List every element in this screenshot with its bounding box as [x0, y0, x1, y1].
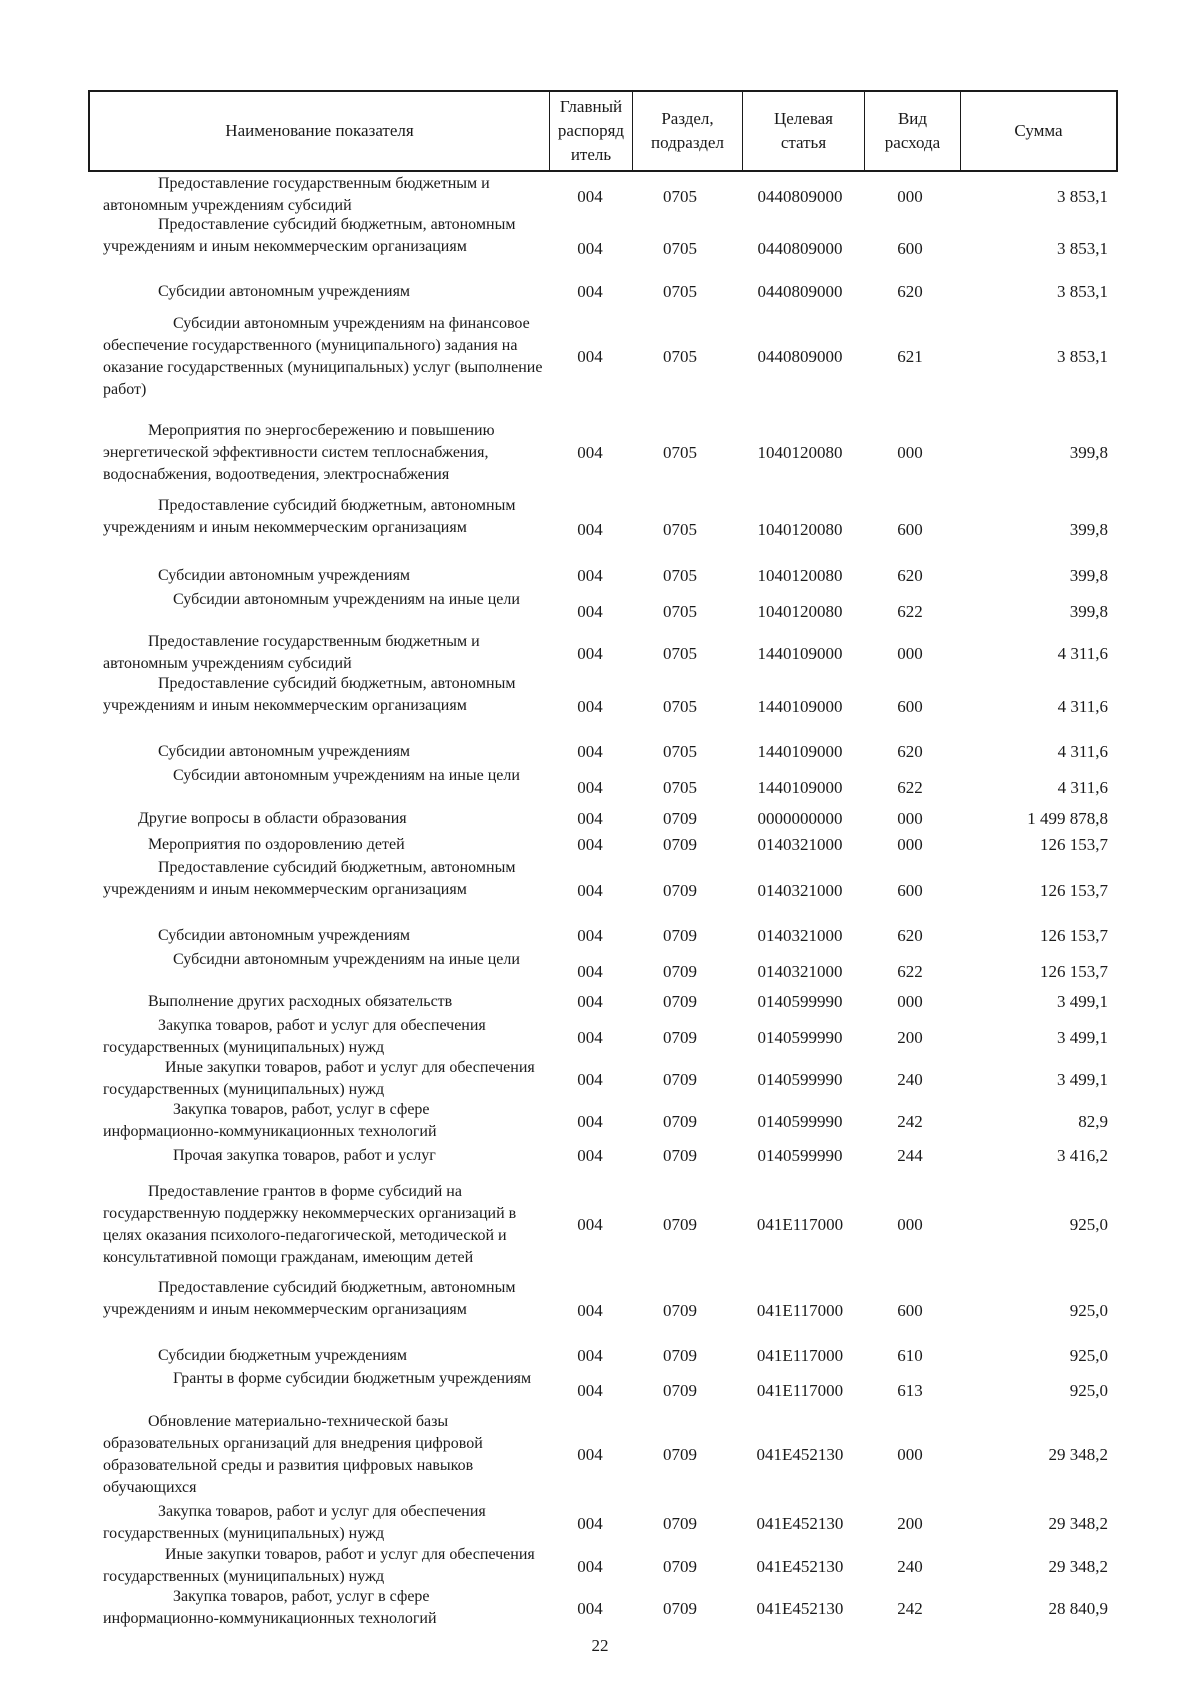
table-row [0, 1181, 1200, 1271]
row-razdel: 0705 [663, 347, 697, 366]
table-row [0, 765, 1200, 807]
row-vid: 200 [897, 1514, 923, 1533]
row-name: Предоставление государственным бюджетным и автономным учреждениям субсидий [103, 175, 490, 214]
row-vid: 240 [897, 1557, 923, 1576]
row-name: Закупка товаров, работ и услуг для обеспечения государственных (муниципальных) нужд [103, 1017, 486, 1056]
table-row [0, 1345, 1200, 1369]
row-glavny: 004 [577, 1599, 603, 1618]
row-glavny: 004 [577, 742, 603, 761]
row-celevaya: 1040120080 [757, 520, 843, 539]
row-glavny: 004 [577, 187, 603, 206]
row-razdel: 0709 [663, 809, 697, 828]
row-summa: 399,8 [1069, 520, 1108, 539]
row-vid: 242 [897, 1599, 923, 1618]
row-summa: 399,8 [1069, 443, 1108, 462]
page-number: 22 [591, 1636, 609, 1655]
row-vid: 621 [897, 347, 923, 366]
row-celevaya: 0440809000 [757, 187, 843, 206]
row-celevaya: 041E452130 [756, 1445, 844, 1464]
row-glavny: 004 [577, 566, 603, 585]
table-row [0, 673, 1200, 739]
row-razdel: 0705 [663, 644, 697, 663]
table-row [0, 1145, 1200, 1169]
row-glavny: 004 [577, 1557, 603, 1576]
row-celevaya: 0140599990 [757, 1028, 843, 1047]
row-name: Субсидии автономным учреждениям [158, 927, 411, 944]
row-razdel: 0709 [663, 962, 697, 981]
table-row [0, 1057, 1200, 1099]
row-celevaya: 0440809000 [757, 347, 843, 366]
row-name: Предоставление субсидий бюджетным, автономным учреждениям и иным некоммерческим организациям [103, 497, 516, 536]
row-razdel: 0709 [663, 1557, 697, 1576]
row-glavny: 004 [577, 282, 603, 301]
row-razdel: 0709 [663, 1301, 697, 1320]
row-razdel: 0709 [663, 1070, 697, 1089]
row-summa: 29 348,2 [1048, 1557, 1108, 1576]
row-name: Предоставление субсидий бюджетным, автономным учреждениям и иным некоммерческим организациям [103, 1279, 516, 1318]
row-name: Субсидии автономным учреждениям [158, 567, 411, 584]
row-vid: 240 [897, 1070, 923, 1089]
header-celevaya: Целевая статья [742, 92, 864, 170]
row-name: Закупка товаров, работ, услуг в сфере информационно-коммуникационных технологий [103, 1101, 437, 1140]
row-glavny: 004 [577, 962, 603, 981]
row-summa: 3 853,1 [1057, 347, 1108, 366]
row-glavny: 004 [577, 926, 603, 945]
row-celevaya: 0000000000 [757, 809, 843, 828]
table-row [0, 1015, 1200, 1057]
table-row [0, 808, 1200, 832]
row-summa: 3 499,1 [1057, 992, 1108, 1011]
row-summa: 3 499,1 [1057, 1028, 1108, 1047]
row-vid: 200 [897, 1028, 923, 1047]
row-glavny: 004 [577, 1112, 603, 1131]
row-vid: 600 [897, 1301, 923, 1320]
table-row [0, 925, 1200, 949]
row-razdel: 0705 [663, 187, 697, 206]
row-vid: 000 [897, 1215, 923, 1234]
row-vid: 000 [897, 835, 923, 854]
row-vid: 610 [897, 1346, 923, 1365]
table-row [0, 281, 1200, 305]
row-celevaya: 1440109000 [757, 778, 843, 797]
row-razdel: 0709 [663, 992, 697, 1011]
row-glavny: 004 [577, 778, 603, 797]
row-name: Мероприятия по оздоровлению детей [148, 836, 405, 853]
row-celevaya: 041E452130 [756, 1514, 844, 1533]
row-glavny: 004 [577, 1028, 603, 1047]
row-name: Прочая закупка товаров, работ и услуг [173, 1147, 436, 1164]
row-celevaya: 0140599990 [757, 992, 843, 1011]
row-razdel: 0709 [663, 1146, 697, 1165]
header-glavny: Главный распоряд итель [549, 92, 632, 170]
row-razdel: 0709 [663, 1514, 697, 1533]
row-vid: 620 [897, 282, 923, 301]
table-row [0, 857, 1200, 923]
row-celevaya: 041E452130 [756, 1557, 844, 1576]
row-razdel: 0705 [663, 443, 697, 462]
row-vid: 000 [897, 644, 923, 663]
header-vid: Вид расхода [864, 92, 960, 170]
row-summa: 3 853,1 [1057, 187, 1108, 206]
row-summa: 399,8 [1069, 602, 1108, 621]
row-summa: 925,0 [1069, 1215, 1108, 1234]
table-row [0, 495, 1200, 563]
row-name: Предоставление субсидий бюджетным, автономным учреждениям и иным некоммерческим организациям [103, 675, 516, 714]
row-name: Закупка товаров, работ и услуг для обеспечения государственных (муниципальных) нужд [103, 1503, 486, 1542]
row-razdel: 0705 [663, 239, 697, 258]
row-razdel: 0709 [663, 1028, 697, 1047]
row-celevaya: 041E117000 [756, 1215, 844, 1234]
row-vid: 600 [897, 239, 923, 258]
row-razdel: 0705 [663, 602, 697, 621]
row-glavny: 004 [577, 520, 603, 539]
row-summa: 28 840,9 [1048, 1599, 1108, 1618]
row-summa: 1 499 878,8 [1027, 809, 1108, 828]
table-row [0, 741, 1200, 765]
row-name: Иные закупки товаров, работ и услуг для обеспечения государственных (муниципальных) нужд [103, 1059, 535, 1098]
row-summa: 29 348,2 [1048, 1514, 1108, 1533]
row-razdel: 0705 [663, 697, 697, 716]
row-vid: 600 [897, 697, 923, 716]
row-name: Субсидни автономным учреждениям на иные цели [173, 951, 520, 968]
table-row [0, 313, 1200, 405]
row-summa: 925,0 [1069, 1301, 1108, 1320]
row-celevaya: 1440109000 [757, 697, 843, 716]
row-name: Обновление материально-технической базы образовательных организаций для внедрения цифровой образовательной среды и развития цифровых навыков обучающихся [103, 1413, 483, 1496]
row-razdel: 0709 [663, 1215, 697, 1234]
row-name: Субсидии автономным учреждениям [158, 283, 411, 300]
table-row [0, 589, 1200, 631]
table-row [0, 214, 1200, 278]
row-celevaya: 041E117000 [756, 1346, 844, 1365]
row-name: Мероприятия по энергосбережению и повышению энергетической эффективности систем теплоснабжения, водоснабжения, водоотведения, электроснабжения [103, 422, 495, 483]
row-razdel: 0709 [663, 881, 697, 900]
table-row [0, 1586, 1200, 1628]
row-celevaya: 0140321000 [757, 962, 843, 981]
row-razdel: 0705 [663, 566, 697, 585]
row-name: Иные закупки товаров, работ и услуг для обеспечения государственных (муниципальных) нужд [103, 1546, 535, 1585]
table-header [88, 90, 1118, 172]
row-summa: 126 153,7 [1040, 835, 1108, 854]
row-celevaya: 0440809000 [757, 239, 843, 258]
row-name: Предоставление грантов в форме субсидий на государственную поддержку некоммерческих организаций в целях оказания психолого-педагогической, методической и консультативной помощи гражданам, имеющим детей [103, 1183, 517, 1266]
row-name: Субсидии автономным учреждениям [158, 743, 411, 760]
row-celevaya: 1440109000 [757, 644, 843, 663]
row-glavny: 004 [577, 239, 603, 258]
row-name: Предоставление субсидий бюджетным, автономным учреждениям и иным некоммерческим организациям [103, 216, 516, 255]
row-vid: 622 [897, 778, 923, 797]
row-vid: 622 [897, 602, 923, 621]
row-summa: 29 348,2 [1048, 1445, 1108, 1464]
row-name: Субсидии автономным учреждениям на иные цели [173, 767, 520, 784]
row-vid: 622 [897, 962, 923, 981]
row-glavny: 004 [577, 644, 603, 663]
row-summa: 4 311,6 [1057, 742, 1108, 761]
row-vid: 620 [897, 566, 923, 585]
table-row [0, 949, 1200, 991]
row-celevaya: 0440809000 [757, 282, 843, 301]
row-vid: 600 [897, 520, 923, 539]
row-vid: 620 [897, 742, 923, 761]
table-row [0, 420, 1200, 488]
row-celevaya: 0140321000 [757, 835, 843, 854]
row-summa: 3 853,1 [1057, 282, 1108, 301]
table-row [0, 991, 1200, 1015]
row-celevaya: 1040120080 [757, 443, 843, 462]
row-razdel: 0709 [663, 1346, 697, 1365]
row-celevaya: 0140599990 [757, 1146, 843, 1165]
row-celevaya: 0140599990 [757, 1070, 843, 1089]
row-celevaya: 041E452130 [756, 1599, 844, 1618]
row-razdel: 0709 [663, 1599, 697, 1618]
row-celevaya: 0140321000 [757, 926, 843, 945]
row-glavny: 004 [577, 809, 603, 828]
header-razdel: Раздел, подраздел [632, 92, 742, 170]
row-razdel: 0709 [663, 1112, 697, 1131]
row-name: Другие вопросы в области образования [138, 810, 407, 827]
row-glavny: 004 [577, 1146, 603, 1165]
row-glavny: 004 [577, 1301, 603, 1320]
row-razdel: 0705 [663, 282, 697, 301]
row-razdel: 0705 [663, 742, 697, 761]
row-vid: 000 [897, 1445, 923, 1464]
table-row [0, 1277, 1200, 1343]
row-razdel: 0709 [663, 926, 697, 945]
row-vid: 620 [897, 926, 923, 945]
header-name: Наименование показателя [225, 121, 414, 140]
row-summa: 126 153,7 [1040, 881, 1108, 900]
row-glavny: 004 [577, 697, 603, 716]
row-summa: 4 311,6 [1057, 697, 1108, 716]
row-vid: 600 [897, 881, 923, 900]
table-row [0, 1411, 1200, 1501]
table-row [0, 1099, 1200, 1141]
row-summa: 925,0 [1069, 1346, 1108, 1365]
row-celevaya: 1440109000 [757, 742, 843, 761]
row-razdel: 0709 [663, 835, 697, 854]
row-vid: 000 [897, 443, 923, 462]
row-glavny: 004 [577, 602, 603, 621]
row-name: Субсидии автономным учреждениям на финансовое обеспечение государственного (муниципального) задания на оказание государственных (муниципальных) услуг (выполнение работ) [103, 315, 543, 398]
row-razdel: 0709 [663, 1445, 697, 1464]
row-summa: 126 153,7 [1040, 926, 1108, 945]
row-glavny: 004 [577, 1070, 603, 1089]
row-vid: 000 [897, 187, 923, 206]
row-summa: 4 311,6 [1057, 778, 1108, 797]
row-glavny: 004 [577, 992, 603, 1011]
row-celevaya: 1040120080 [757, 602, 843, 621]
table-row [0, 1501, 1200, 1543]
row-summa: 399,8 [1069, 566, 1108, 585]
row-name: Предоставление субсидий бюджетным, автономным учреждениям и иным некоммерческим организациям [103, 859, 516, 898]
row-name: Закупка товаров, работ, услуг в сфере информационно-коммуникационных технологий [103, 1588, 437, 1627]
row-razdel: 0705 [663, 520, 697, 539]
row-glavny: 004 [577, 1215, 603, 1234]
row-celevaya: 0140599990 [757, 1112, 843, 1131]
row-name: Предоставление государственным бюджетным и автономным учреждениям субсидий [103, 633, 480, 672]
row-summa: 126 153,7 [1040, 962, 1108, 981]
row-vid: 000 [897, 809, 923, 828]
row-vid: 613 [897, 1381, 923, 1400]
row-vid: 000 [897, 992, 923, 1011]
row-glavny: 004 [577, 1346, 603, 1365]
row-summa: 82,9 [1078, 1112, 1108, 1131]
row-name: Гранты в форме субсидии бюджетным учреждениям [173, 1370, 532, 1387]
row-summa: 925,0 [1069, 1381, 1108, 1400]
table-row [0, 1368, 1200, 1410]
row-vid: 242 [897, 1112, 923, 1131]
row-summa: 4 311,6 [1057, 644, 1108, 663]
row-summa: 3 853,1 [1057, 239, 1108, 258]
row-glavny: 004 [577, 1514, 603, 1533]
row-glavny: 004 [577, 835, 603, 854]
row-name: Субсидии автономным учреждениям на иные цели [173, 591, 520, 608]
row-celevaya: 1040120080 [757, 566, 843, 585]
row-celevaya: 0140321000 [757, 881, 843, 900]
row-glavny: 004 [577, 443, 603, 462]
row-celevaya: 041E117000 [756, 1381, 844, 1400]
table-row [0, 1544, 1200, 1586]
row-summa: 3 499,1 [1057, 1070, 1108, 1089]
row-celevaya: 041E117000 [756, 1301, 844, 1320]
row-glavny: 004 [577, 1381, 603, 1400]
header-summa: Сумма [960, 92, 1116, 170]
row-glavny: 004 [577, 881, 603, 900]
row-vid: 244 [897, 1146, 923, 1165]
table-row [0, 565, 1200, 589]
table-row [0, 173, 1200, 213]
row-glavny: 004 [577, 1445, 603, 1464]
row-name: Выполнение других расходных обязательств [148, 993, 453, 1010]
table-row [0, 631, 1200, 673]
row-razdel: 0709 [663, 1381, 697, 1400]
row-summa: 3 416,2 [1057, 1146, 1108, 1165]
row-name: Субсидии бюджетным учреждениям [158, 1347, 407, 1364]
row-razdel: 0705 [663, 778, 697, 797]
table-row [0, 834, 1200, 858]
row-glavny: 004 [577, 347, 603, 366]
